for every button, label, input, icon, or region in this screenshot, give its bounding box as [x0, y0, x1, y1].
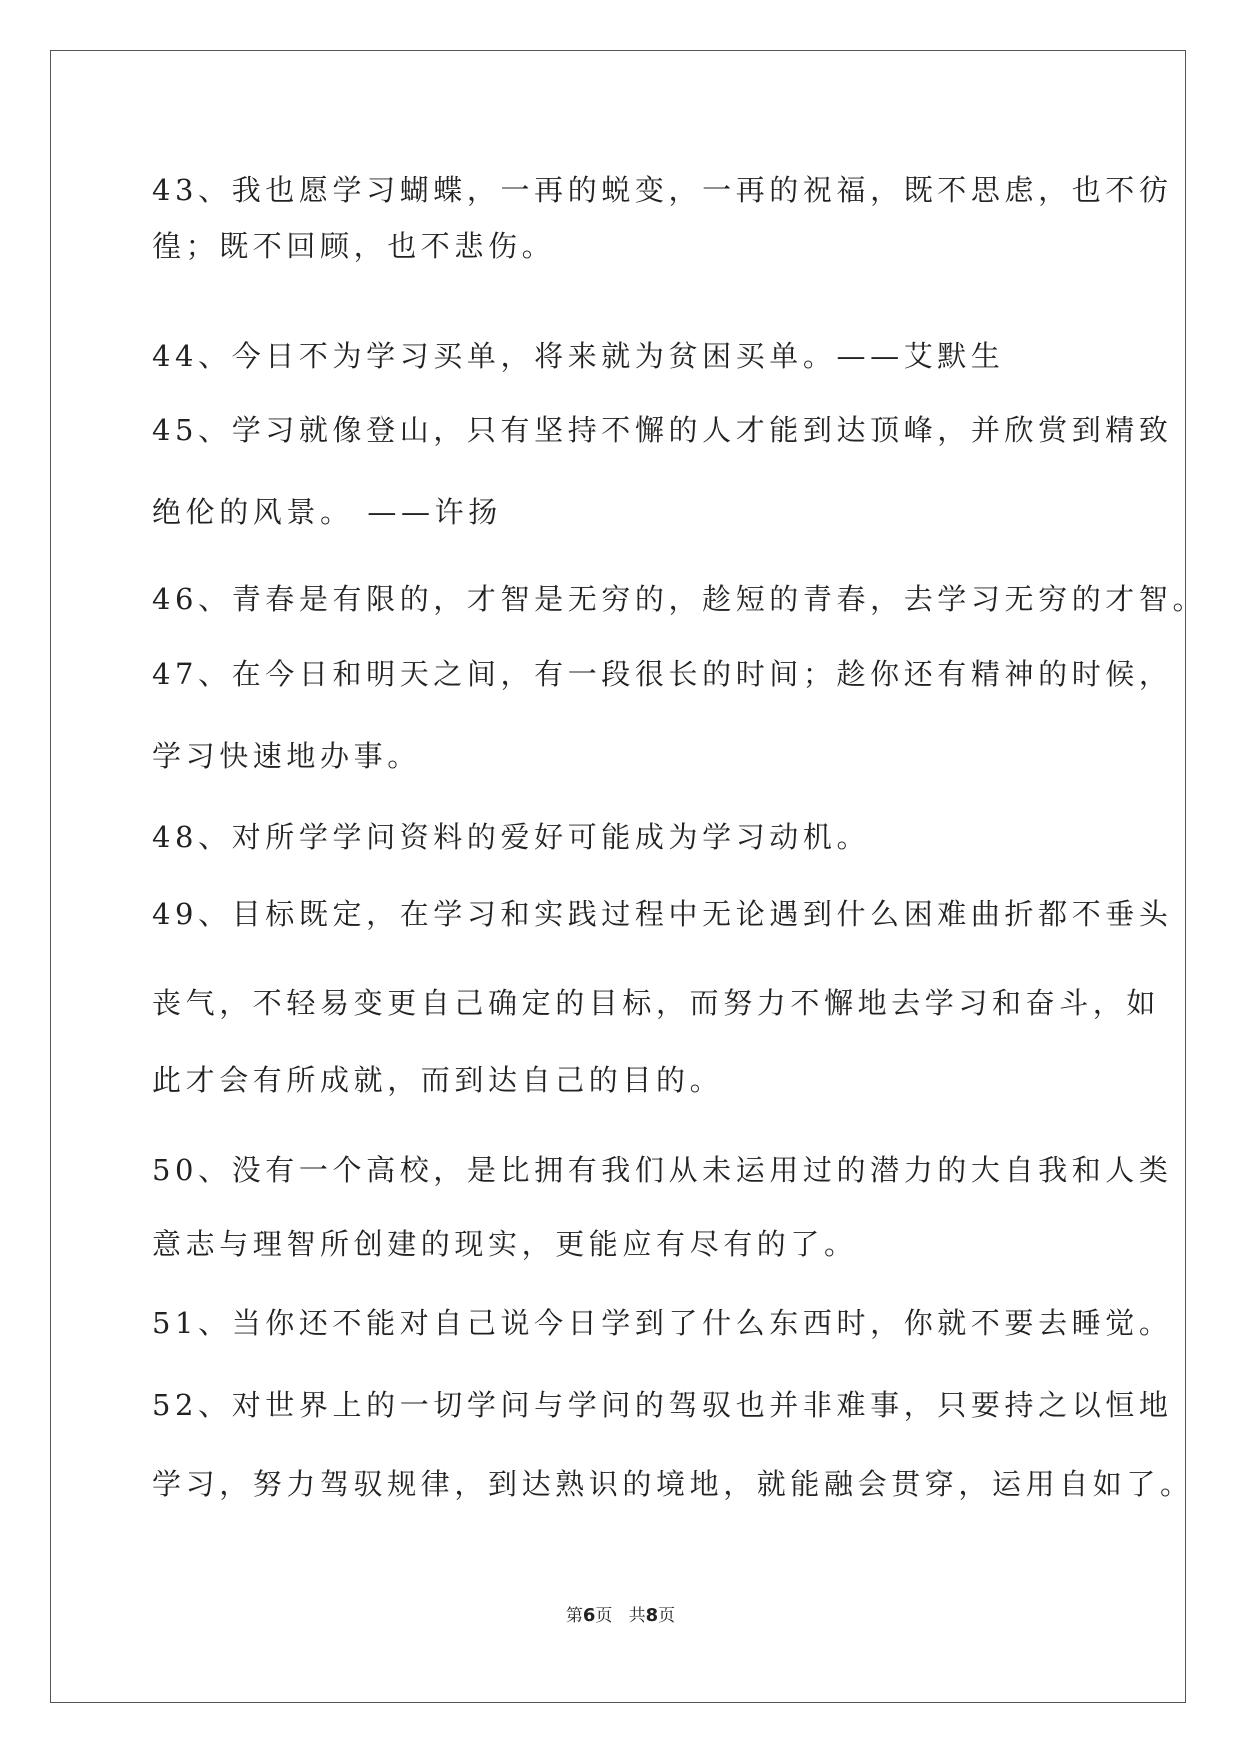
text-line: 49、目标既定，在学习和实践过程中无论遇到什么困难曲折都不垂头	[152, 897, 1173, 931]
footer-prefix: 第	[565, 1606, 583, 1626]
text-line: 意志与理智所创建的现实，更能应有尽有的了。	[152, 1227, 858, 1261]
text-line: 43、我也愿学习蝴蝶，一再的蜕变，一再的祝福，既不思虑，也不彷	[152, 173, 1173, 207]
text-line: 学习快速地办事。	[152, 739, 421, 773]
text-line: 此才会有所成就，而到达自己的目的。	[152, 1063, 724, 1097]
text-line: 50、没有一个高校，是比拥有我们从未运用过的潜力的大自我和人类	[152, 1153, 1173, 1187]
text-line: 学习，努力驾驭规律，到达熟识的境地，就能融会贯穿，运用自如了。	[152, 1467, 1194, 1501]
text-line: 45、学习就像登山，只有坚持不懈的人才能到达顶峰，并欣赏到精致	[152, 413, 1173, 447]
footer-total-suffix: 页	[658, 1606, 676, 1626]
text-line: 丧气，不轻易变更自己确定的目标，而努力不懈地去学习和奋斗，如	[152, 986, 1161, 1020]
current-page-number: 6	[582, 1605, 596, 1626]
text-line: 47、在今日和明天之间，有一段很长的时间；趁你还有精神的时候，	[152, 657, 1173, 691]
footer-total-prefix: 共	[628, 1606, 646, 1626]
text-line: 52、对世界上的一切学问与学问的驾驭也并非难事，只要持之以恒地	[152, 1388, 1173, 1422]
page-footer	[0, 1604, 1241, 1628]
text-line: 51、当你还不能对自己说今日学到了什么东西时，你就不要去睡觉。	[152, 1306, 1173, 1340]
text-line: 48、对所学学问资料的爱好可能成为学习动机。	[152, 820, 871, 854]
footer-page-suffix: 页	[595, 1606, 613, 1626]
total-page-number: 8	[645, 1605, 659, 1626]
text-line: 徨；既不回顾，也不悲伤。	[152, 229, 556, 263]
text-line: 46、青春是有限的，才智是无穷的，趁短的青春，去学习无穷的才智。	[152, 582, 1207, 616]
text-line: 44、今日不为学习买单，将来就为贫困买单。——艾默生	[152, 339, 1005, 373]
text-line: 绝伦的风景。 ——许扬	[152, 495, 502, 529]
